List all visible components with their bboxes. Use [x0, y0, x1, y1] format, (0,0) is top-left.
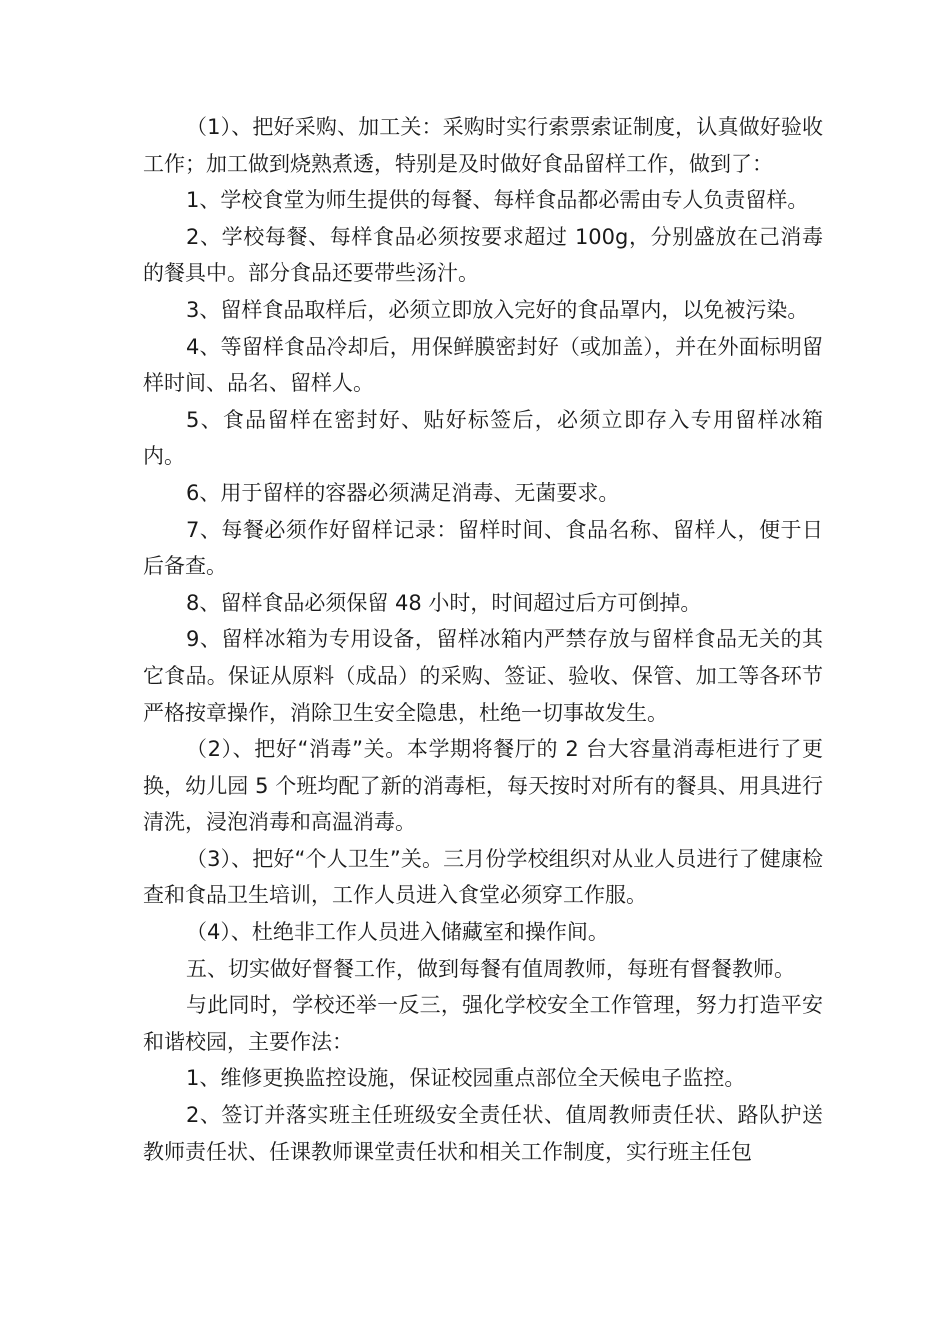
paragraph-personal-hygiene: （3）、把好“个人卫生”关。三月份学校组织对从业人员进行了健康检查和食品卫生培训，工作人员进入食堂必须穿工作服。: [143, 846, 823, 908]
paragraph-sample-rule-1: 1、学校食堂为师生提供的每餐、每样食品都必需由专人负责留样。: [186, 188, 809, 213]
document-body: [143, 109, 823, 1170]
paragraph-sample-rule-8: 8、留样食品必须保留 48 小时，时间超过后方可倒掉。: [186, 590, 702, 615]
paragraph-responsibility: 2、签订并落实班主任班级安全责任状、值周教师责任状、路队护送教师责任状、任课教师课堂责任状和相关工作制度，实行班主任包: [143, 1103, 823, 1164]
paragraph-sample-rule-6: 6、用于留样的容器必须满足消毒、无菌要求。: [186, 480, 620, 505]
paragraph-sample-rule-2: 2、学校每餐、每样食品必须按要求超过 100g，分别盛放在己消毒的餐具中。部分食品还要带些汤汁。: [143, 224, 823, 286]
paragraph-disinfection: （2）、把好“消毒”关。本学期将餐厅的 2 台大容量消毒柜进行了更换，幼儿园 5 个班均配了新的消毒柜，每天按时对所有的餐具、用具进行清洗，浸泡消毒和高温消毒。: [143, 737, 823, 835]
paragraph-sample-rule-5: 5、食品留样在密封好、贴好标签后，必须立即存入专用留样冰箱内。: [143, 407, 823, 469]
paragraph-procurement: （1）、把好采购、加工关：采购时实行索票索证制度，认真做好验收工作；加工做到烧熟煮透，特别是及时做好食品留样工作，做到了：: [143, 115, 823, 176]
paragraph-sample-rule-7: 7、每餐必须作好留样记录：留样时间、食品名称、留样人，便于日后备查。: [143, 517, 823, 579]
paragraph-sample-rule-3: 3、留样食品取样后，必须立即放入完好的食品罩内，以免被污染。: [186, 297, 809, 322]
paragraph-safety-management: 与此同时，学校还举一反三，强化学校安全工作管理，努力打造平安和谐校园，主要作法：: [143, 993, 823, 1054]
paragraph-meal-supervision: 五、切实做好督餐工作，做到每餐有值周教师，每班有督餐教师。: [186, 956, 795, 981]
paragraph-sample-rule-9: 9、留样冰箱为专用设备，留样冰箱内严禁存放与留样食品无关的其它食品。保证从原料（成品）的采购、签证、验收、保管、加工等各环节严格按章操作，消除卫生安全隐患，杜绝一切事故发生。: [143, 627, 823, 725]
paragraph-monitoring: 1、维修更换监控设施，保证校园重点部位全天候电子监控。: [186, 1066, 746, 1091]
paragraph-sample-rule-4: 4、等留样食品冷却后，用保鲜膜密封好（或加盖），并在外面标明留样时间、品名、留样人。: [143, 334, 823, 396]
paragraph-access-control: （4）、杜绝非工作人员进入储藏室和操作间。: [186, 920, 609, 945]
